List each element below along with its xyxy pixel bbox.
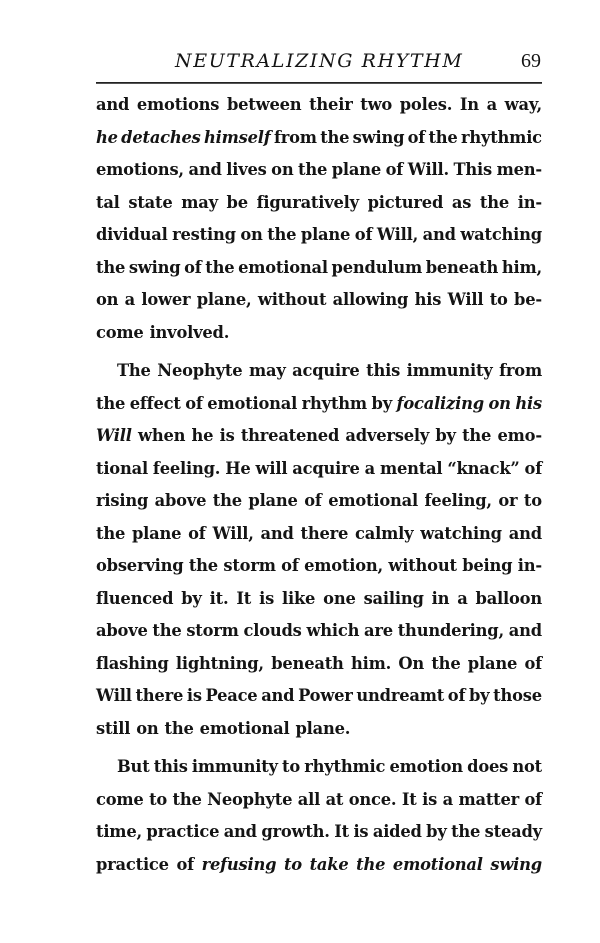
text-line [96,648,542,681]
text-line [96,849,542,882]
word: the [298,160,328,179]
text-line [96,317,542,350]
word: may [181,192,218,212]
text-line [96,187,542,220]
word: clouds [243,621,302,640]
word: effect [129,393,181,413]
word: of [176,854,194,874]
word: beneath [425,257,499,277]
word: Will [447,290,484,309]
emphasized-word: himself [204,127,271,147]
word: allowing [332,290,409,309]
word: time, [96,822,142,841]
word: watching [420,523,502,543]
word: one [323,588,356,608]
word: and [96,95,130,114]
word: of [184,257,202,277]
word: lower [141,290,191,309]
word: resting [172,225,236,244]
word: the [96,393,126,413]
word: being [462,556,513,575]
word: lightning, [175,653,264,673]
word: plane, [196,290,252,309]
word: from [273,127,317,147]
word: emotions [136,95,220,114]
word: state [128,192,173,212]
word: plane. [295,718,351,738]
word: immunity [191,757,278,776]
word: acquire [292,361,360,380]
word: of [188,523,206,543]
emphasized-word: refusing [201,854,277,874]
word: dividual [96,225,168,244]
word: storm [186,621,239,640]
word: to [149,789,168,809]
word: those [493,686,542,705]
word: from [499,361,542,380]
word: Will, [376,225,419,244]
word: plane [248,491,298,510]
word: or [498,491,518,510]
word: undreamt [356,686,445,705]
text-line [96,284,542,317]
word: of [185,393,203,413]
word: a [364,458,375,478]
word: This [453,160,493,179]
word: of [407,127,426,147]
word: of [354,225,373,244]
word: their [309,95,353,114]
word: emotional [199,718,290,738]
word: emotional [328,491,418,510]
word: this [366,361,401,380]
word: to [282,757,301,776]
word: thundering, [397,621,504,640]
word: Neophyte [207,789,293,809]
word: men- [496,160,542,179]
emphasized-word: his [515,393,542,413]
word: the [164,718,194,738]
word: rhythmic [304,757,386,776]
word: of [447,686,466,705]
word: storm [223,556,276,575]
word: him. [350,653,392,673]
word: his [414,290,442,309]
word: is [353,822,369,841]
word: “knack” [447,458,520,478]
word: him, [501,257,542,277]
word: Will. [407,160,449,179]
word: feeling. [152,458,221,478]
word: is [219,426,235,445]
emphasized-word: to [283,854,302,874]
word: by [435,426,456,445]
word: all [297,789,321,809]
word: growth. [261,822,330,841]
word: swing [128,257,181,277]
text-line [96,355,542,388]
word: on [240,225,263,244]
emphasized-word: focalizing [396,393,484,413]
word: calmly [355,523,414,543]
word: and [188,160,222,179]
word: be [226,192,248,212]
text-line [96,583,542,616]
word: in- [517,556,542,575]
word: fluenced [96,588,174,608]
word: may [248,361,286,380]
word: emo- [497,426,542,445]
word: above [154,491,207,510]
text-line [96,252,542,285]
word: rising [96,491,149,510]
word: the [320,127,350,147]
word: of [524,653,542,673]
word: immunity [406,361,493,380]
text-line [96,615,542,648]
word: rhythm [301,393,367,413]
word: Will, [212,523,254,543]
word: emotion [389,757,463,776]
word: there [300,523,349,543]
word: it. [209,588,229,608]
header-rule [96,82,542,84]
word: by [426,822,447,841]
word: Will [96,686,132,705]
word: pictured [367,192,444,212]
text-line [96,784,542,817]
body-text [96,89,542,881]
word: on [96,290,119,309]
word: still [96,718,131,738]
word: beneath [271,653,344,673]
word: the [267,225,297,244]
word: without [257,290,327,309]
word: watching [460,225,542,244]
text-line [96,154,542,187]
word: a [457,588,468,608]
word: by [468,686,490,705]
word: he [191,426,214,445]
word: adversely [345,426,430,445]
word: as [451,192,472,212]
word: by [181,588,202,608]
word: will [255,458,288,478]
text-line [96,89,542,122]
word: lives [226,160,267,179]
word: It [401,789,417,809]
word: by [371,393,392,413]
emphasized-word: Will [96,426,132,445]
emphasized-word: on [488,393,511,413]
word: once. [348,789,397,809]
word: to [489,290,508,309]
word: be- [514,290,542,309]
word: the [152,621,182,640]
word: flashing [96,653,169,673]
word: emotional [207,393,298,413]
word: sailing [363,588,424,608]
word: of [281,556,299,575]
word: emotions, [96,160,184,179]
word: the [479,192,510,212]
word: the [428,127,458,147]
word: is [422,789,438,809]
word: On [398,653,425,673]
word: Neophyte [157,361,243,380]
text-line [96,751,542,784]
word: of [304,491,322,510]
text-line [96,518,542,551]
word: come [96,322,144,342]
word: and [508,621,542,640]
word: which [306,621,360,640]
word: does [467,757,509,776]
word: the [172,789,202,809]
word: a [442,789,453,809]
word: the [451,822,481,841]
paragraph [96,751,542,881]
emphasized-word: emotional [392,854,483,874]
word: on [136,718,159,738]
emphasized-word: take [309,854,349,874]
word: figuratively [256,192,359,212]
word: and [261,686,295,705]
word: But [117,757,150,776]
word: pendulum [331,257,422,277]
word: involved. [149,322,230,342]
word: is [259,588,275,608]
text-line [96,219,542,252]
word: plane [467,653,518,673]
word: practice [146,822,220,841]
word: at [325,789,344,809]
word: tional [96,458,148,478]
word: above [96,621,148,640]
word: the [188,556,218,575]
word: and [508,523,542,543]
word: observing [96,556,184,575]
word: a [124,290,136,309]
word: between [226,95,302,114]
word: The [117,361,151,380]
word: emotion, [304,556,383,575]
word: this [153,757,188,776]
word: the [205,257,235,277]
word: not [512,757,542,776]
word: the [212,491,242,510]
word: It [334,822,349,841]
word: plane [131,523,182,543]
text-line [96,420,542,453]
emphasized-word: swing [490,854,542,874]
paragraph [96,89,542,349]
word: and [260,523,294,543]
text-line [96,550,542,583]
word: a [486,95,497,114]
emphasized-word: he [96,127,118,147]
word: mental [379,458,443,478]
word: are [364,621,393,640]
word: feeling, [424,491,492,510]
word: aided [372,822,422,841]
word: Power [298,686,353,705]
word: is [186,686,202,705]
word: two [360,95,393,114]
word: the [462,426,492,445]
emphasized-word: detaches [121,127,201,147]
text-line [96,816,542,849]
word: of [524,789,542,809]
word: practice [96,854,169,874]
word: come [96,789,144,809]
word: matter [458,789,519,809]
word: and [422,225,456,244]
text-line [96,485,542,518]
word: plane [331,160,382,179]
word: Peace [205,686,258,705]
word: balloon [475,588,542,608]
word: plane [300,225,351,244]
text-line [96,453,542,486]
word: in- [517,192,542,212]
running-header [96,50,543,80]
word: of [524,458,542,478]
text-line [96,713,542,746]
word: in [431,588,450,608]
word: to [523,491,542,510]
paragraph [96,355,542,745]
word: the [431,653,461,673]
text-line [96,122,542,155]
word: without [388,556,457,575]
word: rhythmic [460,127,542,147]
word: like [281,588,316,608]
word: emotional [238,257,328,277]
text-line [96,680,542,713]
word: there [135,686,184,705]
word: the [96,257,126,277]
word: steady [484,822,542,841]
running-head-title: NEUTRALIZING RHYTHM [175,50,464,72]
word: poles. [399,95,453,114]
word: acquire [292,458,360,478]
word: threatened [240,426,340,445]
word: and [223,822,257,841]
word: of [385,160,404,179]
emphasized-word: the [356,854,386,874]
word: on [271,160,294,179]
word: It [236,588,252,608]
word: when [138,426,186,445]
word: way, [504,95,542,114]
word: He [225,458,251,478]
text-line [96,388,542,421]
word: the [96,523,126,543]
word: tal [96,192,120,212]
page-number: 69 [521,50,541,72]
word: In [459,95,479,114]
word: swing [352,127,405,147]
